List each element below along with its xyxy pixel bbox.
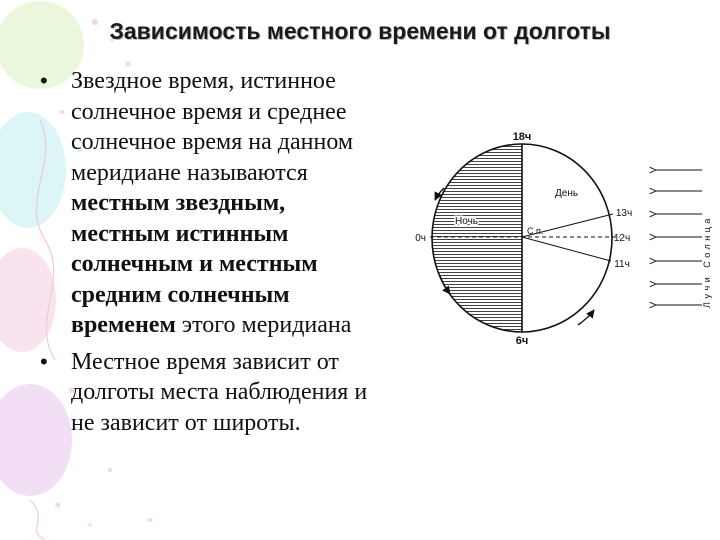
night-half [432, 144, 522, 332]
bold-term: местным истинным [71, 220, 289, 247]
bullet-item [40, 66, 392, 341]
label-day: День [555, 188, 579, 199]
bold-term: солнечным и местным [71, 251, 318, 277]
bold-term: временем [71, 312, 176, 338]
label-night: Ночь [455, 216, 478, 227]
local-time-diagram [410, 118, 720, 358]
balloon-string [30, 500, 45, 540]
bullet-list [40, 66, 392, 438]
bold-term: средним солнечным [71, 281, 290, 308]
sun-rays [656, 170, 702, 305]
bold-term: местным звездным, [71, 190, 286, 216]
label-sun-rays: Лучи Солнца [702, 215, 712, 308]
bullet-tail-text: этого меридиана [175, 312, 352, 338]
bullet-item [40, 347, 392, 439]
label-12h: 12ч [613, 233, 631, 244]
bullet-lead-text: Звездное время, истинное солнечное время и среднее солнечное время на данном меридиане называются [71, 68, 354, 186]
label-13h: 13ч [615, 208, 633, 219]
label-0h: 0ч [415, 233, 426, 244]
label-18h: 18ч [512, 131, 532, 143]
label-pole: С.п. [527, 226, 544, 236]
label-11h: 11ч [614, 259, 630, 270]
slide-title: Зависимость местного времени от долготы [109, 18, 611, 44]
label-6h: 6ч [515, 335, 529, 347]
rotation-arrow-right [578, 310, 594, 325]
bullet-text: Местное время зависит от долготы места наблюдения и не зависит от широты. [71, 348, 368, 436]
hour-line-11 [522, 237, 611, 261]
